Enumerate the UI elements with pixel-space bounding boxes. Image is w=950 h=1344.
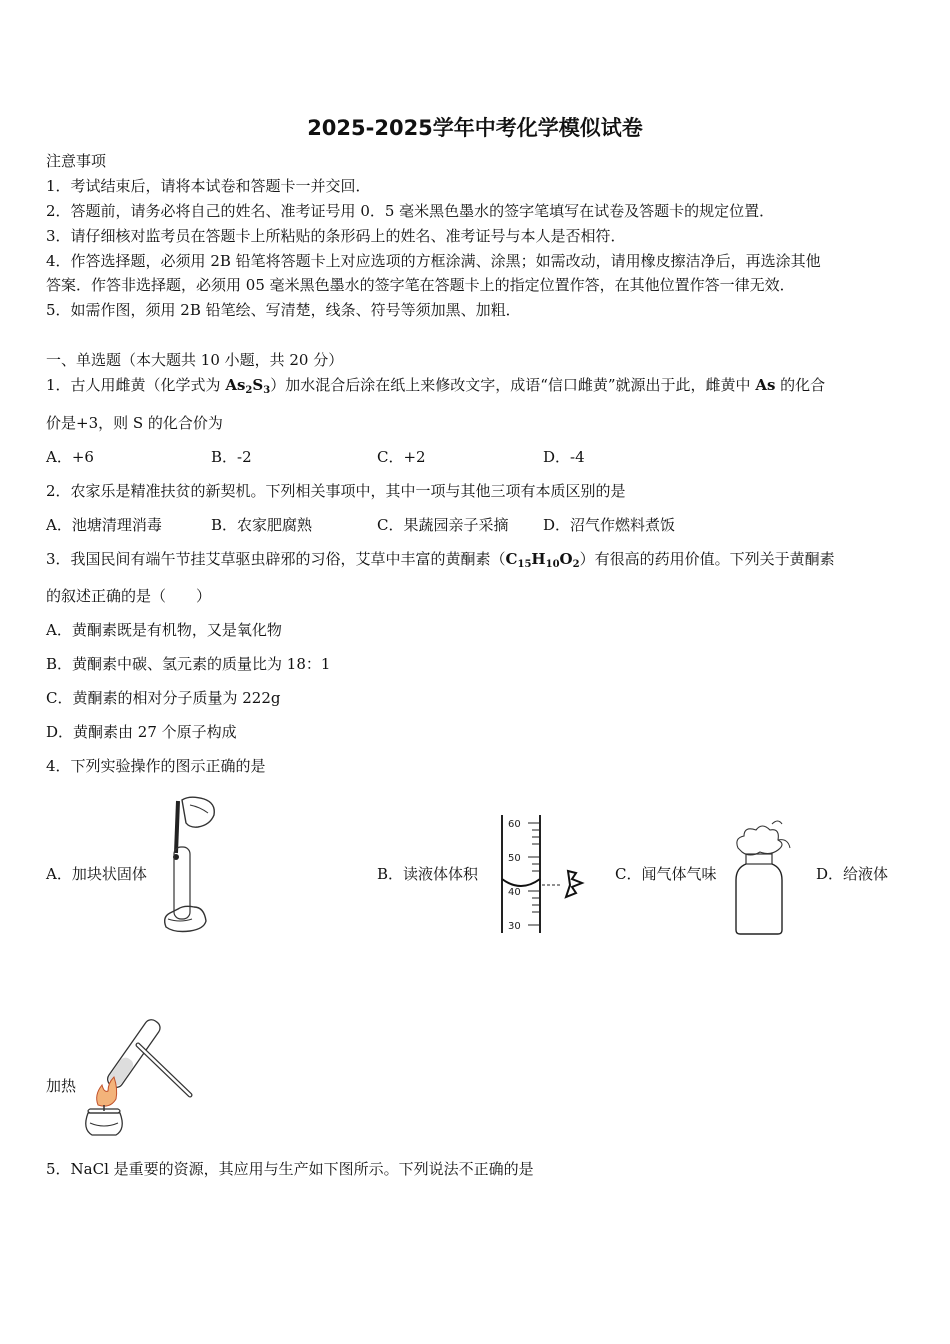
q3-option-a[interactable]: A．黄酮素既是有机物，又是氧化物 [46,621,282,639]
q3-option-b[interactable]: B．黄酮素中碳、氢元素的质量比为 18：1 [46,655,331,673]
section-heading: 一、单选题（本大题共 10 小题，共 20 分） [46,351,344,369]
add-solid-illustration [160,795,220,935]
notice-item-1: 1．考试结束后，请将本试卷和答题卡一并交回． [46,177,371,195]
notice-item-3: 3．请仔细核对监考员在答题卡上所粘贴的条形码上的姓名、准考证号与本人是否相符． [46,227,626,245]
cylinder-tick-30: 30 [508,921,521,932]
q4-stem: 4．下列实验操作的图示正确的是 [46,757,266,775]
q3-formula-c-count: 15 [517,559,532,570]
q3-formula-o-count: 2 [572,559,580,570]
q3-text-1: 3．我国民间有端午节挂艾草驱虫辟邪的习俗，艾草中丰富的黄酮素（ [46,550,506,568]
q2-option-b[interactable]: B．农家肥腐熟 [211,516,313,534]
q3-text-2: ）有很高的药用价值。下列关于黄酮素 [579,550,835,568]
q5-stem: 5．NaCl 是重要的资源，其应用与生产如下图所示。下列说法不正确的是 [46,1160,534,1178]
cylinder-tick-50: 50 [508,853,521,864]
q3-formula-h: H [531,550,546,568]
q1-formula-sub-2: 2 [245,385,253,396]
graduated-cylinder-illustration [496,813,591,938]
q1-formula-s: S [252,376,264,394]
q1-option-c[interactable]: C．+2 [377,448,426,466]
notice-item-5: 5．如需作图，须用 2B 铅笔绘、写清楚，线条、符号等须加黑、加粗． [46,301,521,319]
q1-option-d[interactable]: D．-4 [543,448,585,466]
q4-option-a[interactable]: A．加块状固体 [46,865,147,883]
q1-option-b[interactable]: B．-2 [211,448,252,466]
q1-stem-cont: 价是+3，则 S 的化合价为 [46,414,223,432]
q1-option-a[interactable]: A．+6 [46,448,94,466]
q3-formula-o: O [559,550,573,568]
q3-stem [46,549,835,575]
cylinder-tick-40: 40 [508,887,521,898]
notice-item-2: 2．答题前，请务必将自己的姓名、准考证号用 0．5 毫米黑色墨水的签字笔填写在试卷及答题卡的规定位置． [46,202,775,220]
q3-stem-cont: 的叙述正确的是（ ） [46,587,212,605]
page-title: 2025-2025学年中考化学模似试卷 [307,116,643,140]
heat-liquid-illustration [78,1025,198,1143]
q4-option-c[interactable]: C．闻气体气味 [615,865,717,883]
q3-formula-h-count: 10 [545,559,560,570]
q3-option-c[interactable]: C．黄酮素的相对分子质量为 222g [46,689,281,707]
notice-item-4: 4．作答选择题，必须用 2B 铅笔将答题卡上对应选项的方框涂满、涂黑；如需改动，请用橡皮擦洁净后，再选涂其他 [46,252,821,270]
q1-text-1: 1．古人用雌黄（化学式为 [46,376,226,394]
q2-option-a[interactable]: A．池塘清理消毒 [46,516,162,534]
q4-option-d[interactable]: D．给液体 [816,865,889,883]
q1-text-3: 的化合 [775,376,826,394]
q2-option-d[interactable]: D．沼气作燃料煮饭 [543,516,676,534]
q1-element-as: As [755,376,776,394]
notice-item-4-cont: 答案．作答非选择题，必须用 05 毫米黑色墨水的签字笔在答题卡上的指定位置作答，在其他位置作答一律无效． [46,276,795,294]
q4-option-d-cont: 加热 [46,1077,77,1095]
q2-stem: 2．农家乐是精准扶贫的新契机。下列相关事项中，其中一项与其他三项有本质区别的是 [46,482,626,500]
q1-formula-as: As [225,376,246,394]
q3-formula-c: C [505,550,518,568]
smell-gas-illustration [730,818,800,938]
q1-text-2: ）加水混合后涂在纸上来修改文字，成语“信口雌黄”就源出于此，雌黄中 [270,376,756,394]
q1-stem [46,375,825,401]
q1-formula-sub-3: 3 [263,385,271,396]
cylinder-tick-60: 60 [508,819,521,830]
notice-heading: 注意事项 [46,152,107,170]
q2-option-c[interactable]: C．果蔬园亲子采摘 [377,516,509,534]
q3-option-d[interactable]: D．黄酮素由 27 个原子构成 [46,723,237,741]
q4-option-b[interactable]: B．读液体体积 [377,865,479,883]
